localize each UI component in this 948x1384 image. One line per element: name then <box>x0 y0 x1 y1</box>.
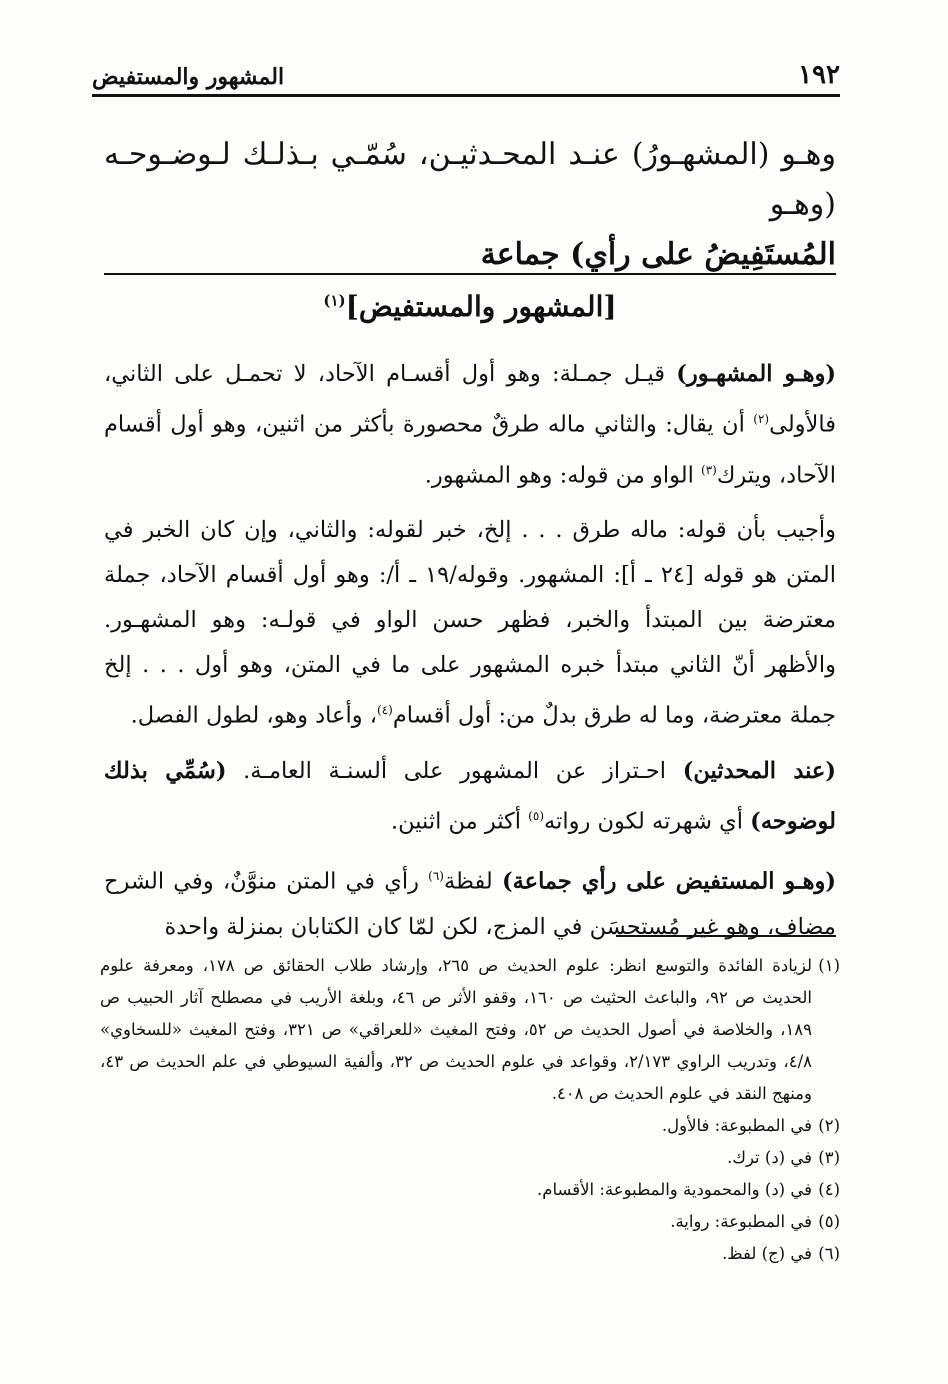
footnote <box>100 1142 840 1174</box>
matn-line-1: وهـو (المشهـورُ) عنـد المحـدثيـن، سُمّـي بـذلـك لـوضـوحـه (وهـو <box>104 137 836 222</box>
footnotes <box>100 950 840 1270</box>
commentary-text: أي شهرته لكون رواته <box>544 808 751 834</box>
footnote <box>100 1174 840 1206</box>
footnote-text: في المطبوعة: فالأول. <box>661 1116 812 1135</box>
footnote <box>100 1110 840 1142</box>
footnote-ref: (٥) <box>528 808 544 823</box>
section-title <box>104 290 836 323</box>
footnote-ref: (٤) <box>377 703 393 717</box>
commentary-text: قيـل جمـلة: وهو أول أقسـام الآحاد، لا تحمـل على الثاني، فالأولى <box>104 361 836 438</box>
commentary-text: الواو من قوله: وهو المشهور. <box>424 462 701 488</box>
footnote-number: (٤) <box>818 1180 840 1199</box>
footnote-number: (١) <box>818 956 840 975</box>
footnote <box>100 950 840 1110</box>
footnote-number: (٥) <box>818 1212 840 1231</box>
commentary-text: رأي في المتن منوَّنٌ، وفي الشرح مضاف، وهو غير مُستحسَن في المزج، لكن لمّا كان الكتابان بمنزلة واحدة <box>104 868 836 940</box>
running-header <box>92 56 840 97</box>
page-number: ١٩٢ <box>798 60 840 90</box>
commentary-paragraph <box>104 749 836 845</box>
footnote-ref: (٢) <box>753 412 770 426</box>
quoted-matn: (وهـو المستفيض على رأي جماعة) <box>501 868 836 895</box>
footnote-text: في (ج) لفظ. <box>722 1244 812 1263</box>
footnote-number: (٣) <box>818 1148 840 1167</box>
commentary-text: احـتراز عن المشهور على ألسنـة العامـة. <box>226 757 683 784</box>
commentary-text: أن يقال: والثاني ماله طرقٌ محصورة بأكثر من اثنين، وهو أول أقسام الآحاد، ويترك <box>104 411 836 488</box>
footnote-ref: (١) <box>323 291 346 310</box>
footnote-separator <box>616 935 836 937</box>
footnote-number: (٢) <box>818 1116 840 1135</box>
commentary-text: وأجيب بأن قوله: ماله طرق . . . إلخ، خبر لقوله: والثاني، وإن كان الخبر في المتن هو قوله [٢٤ ـ أ]: المشهور. وقوله/١٩ ـ أ/: وهو أول أقسام الآحاد، جملة معترضة بين المبتدأ والخبر، فظهر حسن الواو في قولـه: وهو المشهـور. والأظهر أنّ الثاني مبتدأ خبره المشهور على ما في المتن، وهو أول . . . إلخ جملة معترضة، وما له طرق بدلٌ من: أول أقسام <box>104 517 836 729</box>
footnote-text: في المطبوعة: رواية. <box>670 1212 812 1231</box>
quoted-matn: (سُمِّي بذلك لوضوحه) <box>104 757 836 834</box>
commentary <box>104 352 836 960</box>
section-divider <box>104 273 836 275</box>
quoted-matn: (وهـو المشهـور) <box>676 361 836 387</box>
commentary-paragraph <box>104 352 836 498</box>
footnote-text: في (د) والمحمودية والمطبوعة: الأقسام. <box>537 1180 812 1199</box>
footnote-text: في (د) ترك. <box>727 1148 812 1167</box>
commentary-text: أكثر من اثنين. <box>390 808 529 834</box>
matn-line-2: المُستَفِيضُ على رأي) جماعة <box>480 237 836 272</box>
commentary-paragraph <box>104 508 836 739</box>
section-title-text: [المشهور والمستفيض] <box>345 290 617 323</box>
footnote-number: (٦) <box>818 1244 840 1263</box>
footnote-ref: (٦) <box>428 869 444 883</box>
quoted-matn: (عند المحدثين) <box>682 757 837 784</box>
footnote-ref: (٣) <box>701 462 717 477</box>
footnote-text: لزيادة الفائدة والتوسع انظر: علوم الحديث ص ٢٦٥، وإرشاد طلاب الحقائق ص ١٧٨، ومعرفة علوم الحديث ص ٩٢، والباعث الحثيث ص ١٦٠، وقفو الأثر ص ٤٦، وبلغة الأريب في مصطلح آثار الحبيب ص ١٨٩، والخلاصة في أصول الحديث ص ٥٢، وفتح المغيث «للعراقي» ص ٣٢١، وفتح المغيث «للسخاوي» ٤/٨، وتدريب الراوي ٢/١٧٣، وقواعد في علوم الحديث ص ٣٢، وألفية السيوطي في علم الحديث ص ٤٣، ومنهج النقد في علوم الحديث ص ٤٠٨. <box>100 956 813 1103</box>
commentary-text: لفظة <box>443 868 502 895</box>
matn-text <box>104 130 836 280</box>
running-title: المشهور والمستفيض <box>92 64 285 90</box>
footnote <box>100 1238 840 1270</box>
footnote <box>100 1206 840 1238</box>
commentary-text: ، وأعاد وهو، لطول الفصل. <box>130 702 377 729</box>
